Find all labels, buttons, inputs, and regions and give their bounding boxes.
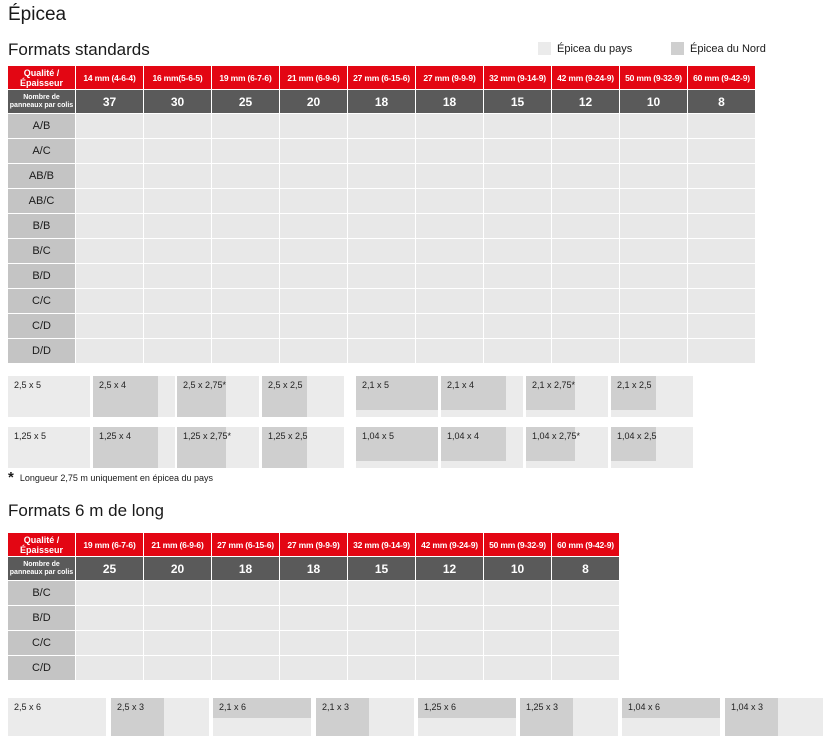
panel-count: 20: [144, 557, 211, 580]
availability-cell: [552, 656, 619, 680]
format-swatch: [526, 427, 608, 468]
availability-cell: [620, 314, 687, 338]
availability-cell: [416, 264, 483, 288]
availability-cell: [144, 239, 211, 263]
panel-count: 25: [76, 557, 143, 580]
section-title-standard: Formats standards: [8, 40, 150, 59]
availability-cell: [688, 339, 755, 363]
format-label: 1,25 x 2,75*: [183, 431, 232, 441]
availability-cell: [144, 264, 211, 288]
availability-cell: [552, 581, 619, 605]
panel-count: 8: [552, 557, 619, 580]
quality-row: [8, 289, 755, 313]
availability-cell: [280, 289, 347, 313]
availability-cell: [484, 289, 551, 313]
availability-cell: [416, 314, 483, 338]
format-swatch: [611, 376, 693, 417]
table-header-row: [8, 66, 755, 89]
availability-cell: [76, 631, 143, 655]
availability-cell: [620, 289, 687, 313]
panel-count: 18: [212, 557, 279, 580]
availability-cell: [416, 289, 483, 313]
thickness-header: 19 mm (6-7-6): [212, 66, 279, 89]
legend-label-nord: Épicea du Nord: [690, 42, 766, 55]
availability-cell: [348, 631, 415, 655]
availability-cell: [688, 264, 755, 288]
format-label: 2,1 x 5: [362, 380, 390, 390]
format-swatch: [8, 427, 90, 468]
format-swatch: [441, 427, 523, 468]
availability-cell: [76, 214, 143, 238]
availability-cell: [76, 139, 143, 163]
format-label: 2,5 x 5: [14, 380, 42, 390]
quality-label: B/C: [8, 581, 75, 605]
availability-cell: [416, 139, 483, 163]
availability-cell: [416, 631, 483, 655]
availability-cell: [688, 289, 755, 313]
availability-cell: [552, 289, 619, 313]
thickness-header: 50 mm (9-32-9): [620, 66, 687, 89]
availability-cell: [416, 214, 483, 238]
availability-cell: [76, 239, 143, 263]
availability-cell: [688, 239, 755, 263]
availability-cell: [144, 631, 211, 655]
availability-cell: [552, 264, 619, 288]
quality-row: [8, 139, 755, 163]
availability-cell: [280, 656, 347, 680]
availability-cell: [76, 339, 143, 363]
availability-cell: [348, 581, 415, 605]
availability-cell: [280, 139, 347, 163]
quality-row: [8, 606, 619, 630]
availability-cell: [552, 189, 619, 213]
thickness-header: 16 mm(5-6-5): [144, 66, 211, 89]
availability-cell: [620, 139, 687, 163]
availability-cell: [348, 314, 415, 338]
legend-nord: [671, 42, 766, 55]
availability-cell: [484, 214, 551, 238]
availability-cell: [212, 581, 279, 605]
format-swatch: [520, 698, 618, 736]
availability-cell: [212, 114, 279, 138]
panel-count: 25: [212, 90, 279, 113]
availability-cell: [144, 164, 211, 188]
quality-row: [8, 581, 619, 605]
availability-cell: [144, 289, 211, 313]
availability-cell: [688, 214, 755, 238]
quality-label: B/C: [8, 239, 75, 263]
availability-cell: [212, 239, 279, 263]
availability-cell: [416, 606, 483, 630]
format-label: 1,25 x 4: [99, 431, 132, 441]
availability-cell: [76, 114, 143, 138]
availability-cell: [212, 289, 279, 313]
format-label: 1,04 x 5: [362, 431, 395, 441]
availability-cell: [552, 114, 619, 138]
quality-label: A/B: [8, 114, 75, 138]
legend-swatch-pays: [538, 42, 551, 55]
quality-label: C/C: [8, 289, 75, 313]
availability-cell: [688, 189, 755, 213]
availability-cell: [688, 114, 755, 138]
count-row: [8, 557, 619, 580]
quality-label: AB/C: [8, 189, 75, 213]
thickness-header: 27 mm (9-9-9): [280, 533, 347, 556]
count-header: Nombre de panneaux par colis: [8, 557, 75, 580]
availability-cell: [76, 264, 143, 288]
availability-cell: [348, 656, 415, 680]
format-label: 1,04 x 6: [628, 702, 661, 712]
availability-cell: [280, 264, 347, 288]
format-label: 2,1 x 2,75*: [532, 380, 576, 390]
availability-cell: [348, 164, 415, 188]
availability-cell: [620, 264, 687, 288]
page-title: Épicea: [8, 4, 67, 25]
quality-row: [8, 189, 755, 213]
format-swatch: [316, 698, 414, 736]
thickness-header: 42 mm (9-24-9): [416, 533, 483, 556]
thickness-header: 27 mm (6-15-6): [212, 533, 279, 556]
availability-cell: [280, 114, 347, 138]
availability-cell: [280, 339, 347, 363]
availability-cell: [688, 139, 755, 163]
format-label: 1,04 x 3: [731, 702, 764, 712]
availability-cell: [484, 264, 551, 288]
availability-cell: [280, 239, 347, 263]
quality-header: Qualité / Épaisseur: [8, 533, 75, 556]
format-label: 2,1 x 3: [322, 702, 350, 712]
panel-count: 10: [484, 557, 551, 580]
availability-cell: [348, 214, 415, 238]
availability-cell: [212, 214, 279, 238]
quality-label: AB/B: [8, 164, 75, 188]
availability-cell: [280, 214, 347, 238]
quality-label: C/D: [8, 656, 75, 680]
availability-cell: [76, 581, 143, 605]
format-swatch: [526, 376, 608, 417]
availability-cell: [484, 606, 551, 630]
availability-cell: [484, 189, 551, 213]
availability-cell: [620, 214, 687, 238]
standard-formats-table: [7, 65, 756, 364]
format-swatch: [93, 376, 175, 417]
thickness-header: 21 mm (6-9-6): [280, 66, 347, 89]
thickness-header: 42 mm (9-24-9): [552, 66, 619, 89]
availability-cell: [416, 339, 483, 363]
format-swatch: [725, 698, 823, 736]
thickness-header: 27 mm (9-9-9): [416, 66, 483, 89]
quality-label: B/D: [8, 264, 75, 288]
availability-cell: [416, 189, 483, 213]
format-label: 2,5 x 4: [99, 380, 127, 390]
availability-cell: [280, 606, 347, 630]
footnote-star: *: [8, 469, 14, 486]
legend-pays: [538, 42, 632, 55]
thickness-header: 50 mm (9-32-9): [484, 533, 551, 556]
format-swatch: [93, 427, 175, 468]
format-label: 2,5 x 6: [14, 702, 42, 712]
availability-cell: [76, 289, 143, 313]
format-swatch: [441, 376, 523, 417]
quality-row: [8, 239, 755, 263]
thickness-header: 32 mm (9-14-9): [348, 533, 415, 556]
thickness-header: 14 mm (4-6-4): [76, 66, 143, 89]
availability-cell: [144, 214, 211, 238]
format-label: 1,25 x 3: [526, 702, 559, 712]
legend-swatch-nord: [671, 42, 684, 55]
format-swatch: [177, 427, 259, 468]
availability-cell: [144, 314, 211, 338]
count-row: [8, 90, 755, 113]
panel-count: 15: [348, 557, 415, 580]
quality-row: [8, 314, 755, 338]
availability-cell: [348, 339, 415, 363]
availability-cell: [348, 139, 415, 163]
availability-cell: [144, 606, 211, 630]
availability-cell: [620, 189, 687, 213]
quality-label: A/C: [8, 139, 75, 163]
format-swatch: [8, 698, 106, 736]
availability-cell: [76, 656, 143, 680]
thickness-header: 60 mm (9-42-9): [688, 66, 755, 89]
quality-row: [8, 114, 755, 138]
availability-cell: [620, 164, 687, 188]
section-title-long: Formats 6 m de long: [8, 501, 164, 520]
thickness-header: 19 mm (6-7-6): [76, 533, 143, 556]
quality-label: B/B: [8, 214, 75, 238]
thickness-header: 32 mm (9-14-9): [484, 66, 551, 89]
availability-cell: [620, 339, 687, 363]
availability-cell: [348, 289, 415, 313]
panel-count: 8: [688, 90, 755, 113]
panel-count: 30: [144, 90, 211, 113]
format-label: 2,5 x 3: [117, 702, 145, 712]
availability-cell: [348, 606, 415, 630]
availability-cell: [552, 631, 619, 655]
availability-cell: [212, 264, 279, 288]
availability-cell: [280, 164, 347, 188]
format-swatch: [418, 698, 516, 736]
format-label: 2,1 x 4: [447, 380, 475, 390]
availability-cell: [280, 189, 347, 213]
availability-cell: [348, 264, 415, 288]
availability-cell: [552, 214, 619, 238]
long-formats-table: [7, 532, 620, 681]
format-label: 2,1 x 6: [219, 702, 247, 712]
thickness-header: 60 mm (9-42-9): [552, 533, 619, 556]
availability-cell: [212, 314, 279, 338]
panel-count: 12: [552, 90, 619, 113]
availability-cell: [552, 314, 619, 338]
format-swatch: [622, 698, 720, 736]
availability-cell: [144, 114, 211, 138]
availability-cell: [484, 139, 551, 163]
format-swatch: [111, 698, 209, 736]
availability-cell: [280, 631, 347, 655]
count-header: Nombre de panneaux par colis: [8, 90, 75, 113]
availability-cell: [484, 164, 551, 188]
format-label: 2,5 x 2,5: [268, 380, 303, 390]
availability-cell: [212, 189, 279, 213]
format-swatch: [262, 427, 344, 468]
legend-label-pays: Épicea du pays: [557, 42, 633, 55]
availability-cell: [416, 581, 483, 605]
availability-cell: [144, 656, 211, 680]
availability-cell: [416, 114, 483, 138]
quality-label: C/C: [8, 631, 75, 655]
quality-row: [8, 631, 619, 655]
availability-cell: [212, 631, 279, 655]
availability-cell: [416, 656, 483, 680]
availability-cell: [76, 164, 143, 188]
format-label: 1,25 x 2,5: [268, 431, 308, 441]
panel-count: 10: [620, 90, 687, 113]
format-label: 1,04 x 2,5: [617, 431, 657, 441]
thickness-header: 27 mm (6-15-6): [348, 66, 415, 89]
availability-cell: [416, 239, 483, 263]
quality-row: [8, 164, 755, 188]
availability-cell: [76, 606, 143, 630]
availability-cell: [76, 314, 143, 338]
availability-cell: [688, 164, 755, 188]
format-swatch: [356, 427, 438, 468]
availability-cell: [416, 164, 483, 188]
availability-cell: [348, 239, 415, 263]
availability-cell: [212, 656, 279, 680]
quality-label: C/D: [8, 314, 75, 338]
format-label: 1,04 x 4: [447, 431, 480, 441]
panel-count: 12: [416, 557, 483, 580]
format-swatch: [611, 427, 693, 468]
format-swatch: [177, 376, 259, 417]
availability-cell: [484, 581, 551, 605]
quality-row: [8, 656, 619, 680]
footnote: [8, 469, 213, 486]
availability-cell: [484, 631, 551, 655]
format-swatch: [213, 698, 311, 736]
table-header-row: [8, 533, 619, 556]
availability-cell: [552, 339, 619, 363]
quality-row: [8, 339, 755, 363]
availability-cell: [76, 189, 143, 213]
footnote-text: Longueur 2,75 m uniquement en épicea du pays: [19, 473, 213, 483]
format-label: 1,25 x 5: [14, 431, 47, 441]
format-label: 2,5 x 2,75*: [183, 380, 227, 390]
availability-cell: [144, 581, 211, 605]
panel-count: 37: [76, 90, 143, 113]
availability-cell: [348, 189, 415, 213]
availability-cell: [280, 581, 347, 605]
availability-cell: [552, 239, 619, 263]
panel-count: 15: [484, 90, 551, 113]
availability-cell: [144, 189, 211, 213]
quality-row: [8, 214, 755, 238]
quality-label: D/D: [8, 339, 75, 363]
format-label: 1,04 x 2,75*: [532, 431, 581, 441]
availability-cell: [212, 606, 279, 630]
panel-count: 18: [416, 90, 483, 113]
panel-count: 20: [280, 90, 347, 113]
availability-cell: [144, 339, 211, 363]
availability-cell: [212, 164, 279, 188]
format-swatch: [8, 376, 90, 417]
availability-cell: [484, 114, 551, 138]
availability-cell: [484, 239, 551, 263]
format-label: 2,1 x 2,5: [617, 380, 652, 390]
format-swatch: [262, 376, 344, 417]
availability-cell: [484, 339, 551, 363]
availability-cell: [212, 339, 279, 363]
format-swatch: [356, 376, 438, 417]
availability-cell: [620, 239, 687, 263]
availability-cell: [280, 314, 347, 338]
availability-cell: [552, 139, 619, 163]
availability-cell: [484, 656, 551, 680]
availability-cell: [688, 314, 755, 338]
availability-cell: [552, 606, 619, 630]
quality-row: [8, 264, 755, 288]
thickness-header: 21 mm (6-9-6): [144, 533, 211, 556]
panel-count: 18: [280, 557, 347, 580]
availability-cell: [484, 314, 551, 338]
format-label: 1,25 x 6: [424, 702, 457, 712]
quality-header: Qualité / Épaisseur: [8, 66, 75, 89]
panel-count: 18: [348, 90, 415, 113]
availability-cell: [552, 164, 619, 188]
quality-label: B/D: [8, 606, 75, 630]
availability-cell: [620, 114, 687, 138]
availability-cell: [212, 139, 279, 163]
availability-cell: [144, 139, 211, 163]
availability-cell: [348, 114, 415, 138]
